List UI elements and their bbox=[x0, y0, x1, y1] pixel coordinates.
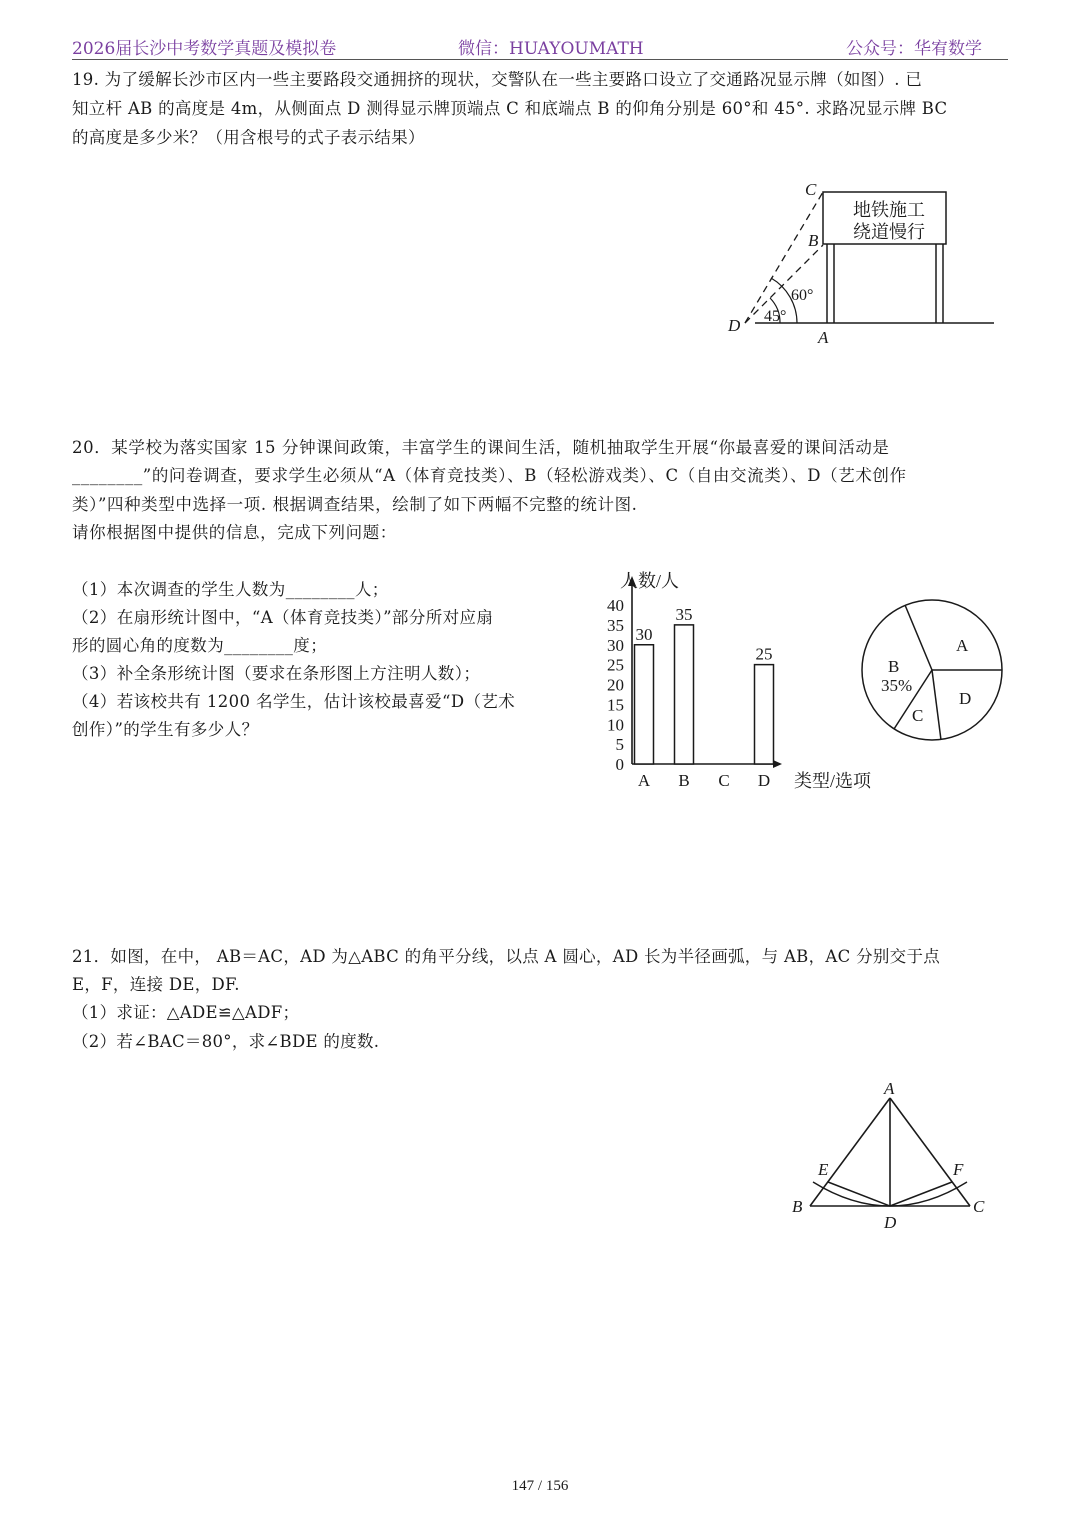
q21-text-line-3: （1）求证：△ADE≌△ADF； bbox=[72, 1003, 300, 1022]
y-tick-label-10: 10 bbox=[607, 715, 624, 735]
bar-value-label-D: 25 bbox=[755, 644, 773, 664]
y-tick-label-5: 5 bbox=[615, 735, 624, 755]
point-c-label: C bbox=[805, 180, 817, 199]
pie-divider-ab bbox=[905, 605, 932, 670]
sign-text-2: 绕道慢行 bbox=[853, 222, 925, 242]
pie-label-b-percent: 35% bbox=[881, 676, 913, 695]
bar-chart-categories bbox=[638, 771, 770, 790]
q20-item-2b: 形的圆心角的度数为________度； bbox=[72, 636, 328, 655]
bar-chart bbox=[580, 565, 890, 797]
page-number: 147 / 156 bbox=[511, 1478, 569, 1494]
point-d-label: D bbox=[884, 1213, 897, 1232]
point-c-label: C bbox=[973, 1197, 985, 1216]
header-official-account: 公众号：华宥数学 bbox=[846, 39, 982, 59]
angle-45-label: 45° bbox=[764, 308, 787, 325]
y-tick-label-0: 0 bbox=[615, 755, 624, 774]
y-tick-label-25: 25 bbox=[607, 655, 624, 675]
header-wechat: 微信：HUAYOUMATH bbox=[458, 39, 644, 59]
bar-value-label-A: 30 bbox=[635, 624, 653, 644]
point-d-label: D bbox=[728, 316, 741, 335]
q20-item-2a: （2）在扇形统计图中，“A（体育竞技类）”部分所对应扇 bbox=[72, 608, 494, 627]
header-doc-title: 2026届长沙中考数学真题及模拟卷 bbox=[72, 39, 337, 59]
x-category-label-C: C bbox=[718, 771, 730, 790]
q21-triangle-diagram bbox=[780, 1070, 1005, 1235]
bar-chart-bars bbox=[635, 605, 774, 764]
angle-60-label: 60° bbox=[791, 287, 814, 304]
q20-item-4b: 创作）”的学生有多少人？ bbox=[72, 720, 259, 739]
bar-chart-ylabel: 人数/人 bbox=[620, 571, 680, 591]
pie-label-d: D bbox=[959, 689, 972, 708]
point-b-label: B bbox=[792, 1197, 803, 1216]
pie-chart bbox=[855, 595, 1010, 750]
x-axis-arrow bbox=[773, 760, 782, 768]
sign-text-1: 地铁施工 bbox=[853, 200, 925, 220]
point-f-label: F bbox=[953, 1160, 964, 1179]
pie-label-c: C bbox=[912, 706, 924, 725]
x-category-label-B: B bbox=[678, 771, 690, 790]
point-a-label: A bbox=[884, 1079, 895, 1098]
header-divider bbox=[72, 59, 1008, 60]
q19-text-line-2: 知立杆 AB 的高度是 4m，从侧面点 D 测得显示牌顶端点 C 和底端点 B 的仰角分别是 60°和 45°. 求路况显示牌 BC bbox=[72, 99, 948, 118]
point-a-label: A bbox=[818, 328, 829, 347]
q20-text-line-1: 20．某学校为落实国家 15 分钟课间政策，丰富学生的课间生活，随机抽取学生开展“你最喜爱的课间活动是 bbox=[72, 438, 890, 457]
point-b-label: B bbox=[808, 231, 819, 250]
bar-chart-y-ticks bbox=[607, 596, 624, 774]
bar-value-label-B: 35 bbox=[675, 604, 693, 624]
q20-item-3: （3）补全条形统计图（要求在条形图上方注明人数）； bbox=[72, 664, 481, 683]
q19-sign-diagram bbox=[715, 175, 1005, 355]
q19-text-line-1: 19. 为了缓解长沙市区内一些主要路段交通拥挤的现状，交警队在一些主要路口设立了交通路况显示牌（如图）. 已 bbox=[72, 70, 923, 89]
q21-text-line-2: E，F，连接 DE，DF. bbox=[72, 975, 240, 994]
q20-item-1: （1）本次调查的学生人数为________人； bbox=[72, 580, 389, 599]
q20-text-line-4: 请你根据图中提供的信息，完成下列问题： bbox=[72, 523, 397, 542]
pie-label-a: A bbox=[956, 636, 969, 655]
q20-item-4a: （4）若该校共有 1200 名学生，估计该校最喜爱“D（艺术 bbox=[72, 692, 516, 711]
pie-divider-dc bbox=[932, 670, 941, 740]
q20-text-line-2: ________”的问卷调查，要求学生必须从“A（体育竞技类）、B（轻松游戏类）、C（自由交流类）、D（艺术创作 bbox=[72, 466, 907, 485]
bar-B bbox=[675, 625, 694, 764]
point-e-label: E bbox=[818, 1160, 829, 1179]
x-category-label-A: A bbox=[637, 771, 651, 790]
bar-A bbox=[635, 645, 654, 764]
y-tick-label-30: 30 bbox=[607, 635, 624, 655]
x-category-label-D: D bbox=[757, 771, 771, 790]
bar-chart-xlabel: 类型/选项 bbox=[794, 771, 872, 791]
bar-D bbox=[755, 665, 774, 764]
q20-text-line-3: 类）”四种类型中选择一项. 根据调查结果，绘制了如下两幅不完整的统计图. bbox=[72, 495, 638, 514]
q21-text-line-1: 21．如图，在中， AB＝AC，AD 为△ABC 的角平分线，以点 A 圆心，AD 长为半径画弧，与 AB，AC 分别交于点 bbox=[72, 947, 941, 966]
pie-label-b: B bbox=[888, 657, 900, 676]
y-tick-label-35: 35 bbox=[607, 615, 624, 635]
y-tick-label-40: 40 bbox=[607, 596, 624, 615]
y-tick-label-20: 20 bbox=[607, 675, 624, 695]
y-tick-label-15: 15 bbox=[607, 695, 624, 715]
q21-text-line-4: （2）若∠BAC＝80°，求∠BDE 的度数. bbox=[72, 1032, 380, 1051]
q19-text-line-3: 的高度是多少米？（用含根号的式子表示结果） bbox=[72, 128, 425, 147]
